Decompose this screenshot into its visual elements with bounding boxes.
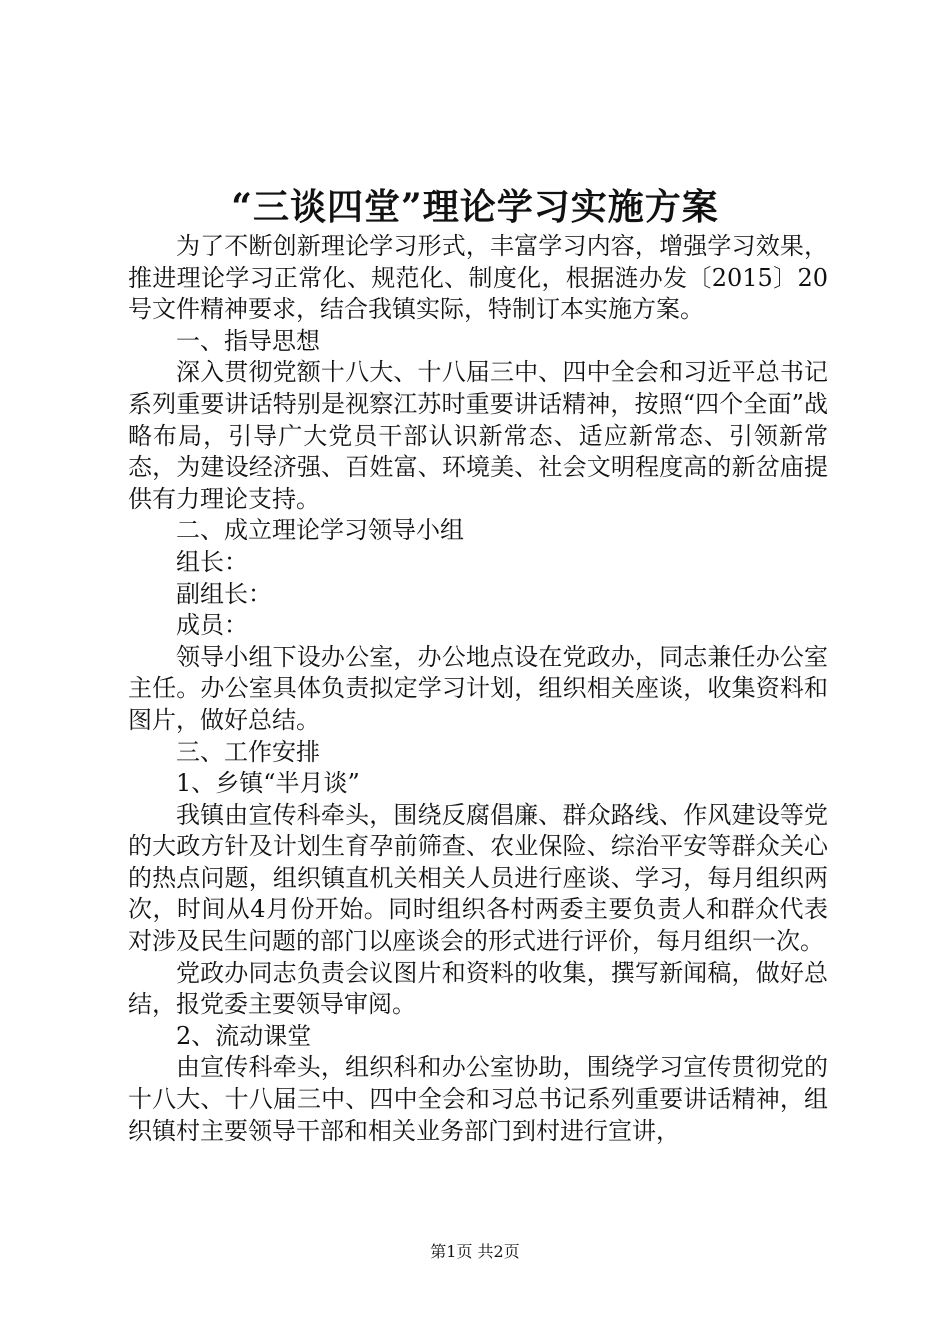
subheading-half-month-talk: 1、乡镇“半月谈” — [176, 769, 360, 798]
field-deputy-leader: 副组长： — [176, 579, 272, 608]
heading-guiding-thought: 一、指导思想 — [176, 326, 320, 355]
paragraph-party-office: 党政办同志负责会议图片和资料的收集，撰写新闻稿，做好总结，报党委主要领导审阅。 — [128, 958, 828, 1019]
document-title: “三谈四堂”理论学习实施方案 — [231, 186, 719, 228]
paragraph-office: 领导小组下设办公室，办公地点设在党政办，同志兼任办公室主任。办公室具体负责拟定学习计划，组织相关座谈，收集资料和图片，做好总结。 — [128, 642, 828, 734]
heading-work-arrangement: 三、工作安排 — [176, 737, 320, 766]
paragraph-half-month-talk: 我镇由宣传科牵头，围绕反腐倡廉、群众路线、作风建设等党的大政方针及计划生育孕前筛查、农业保险、综治平安等群众关心的热点问题，组织镇直机关相关人员进行座谈、学习，每月组织两次，时间从4月份开始。同时组织各村两委主要负责人和群众代表对涉及民生问题的部门以座谈会的形式进行评价，每月组织一次。 — [128, 800, 828, 956]
paragraph-intro: 为了不断创新理论学习形式，丰富学习内容，增强学习效果，推进理论学习正常化、规范化、制度化，根据涟办发〔2015〕20号文件精神要求，结合我镇实际，特制订本实施方案。 — [128, 232, 828, 324]
paragraph-mobile-classroom: 由宣传科牵头，组织科和办公室协助，围绕学习宣传贯彻党的十八大、十八届三中、四中全会和习总书记系列重要讲话精神，组织镇村主要领导干部和相关业务部门到村进行宣讲， — [128, 1053, 828, 1145]
field-group-leader: 组长： — [176, 547, 248, 576]
heading-leadership-group: 二、成立理论学习领导小组 — [176, 516, 464, 545]
field-members: 成员： — [176, 611, 248, 640]
paragraph-guiding-thought: 深入贯彻党额十八大、十八届三中、四中全会和习近平总书记系列重要讲话特别是视察江苏时重要讲话精神，按照“四个全面”战略布局，引导广大党员干部认识新常态、适应新常态、引领新常态，为建设经济强、百姓富、环境美、社会文明程度高的新岔庙提供有力理论支持。 — [128, 358, 828, 513]
document-body — [128, 231, 828, 1147]
subheading-mobile-classroom: 2、流动课堂 — [176, 1021, 312, 1050]
page-footer: 第1页 共2页 — [430, 1242, 520, 1261]
